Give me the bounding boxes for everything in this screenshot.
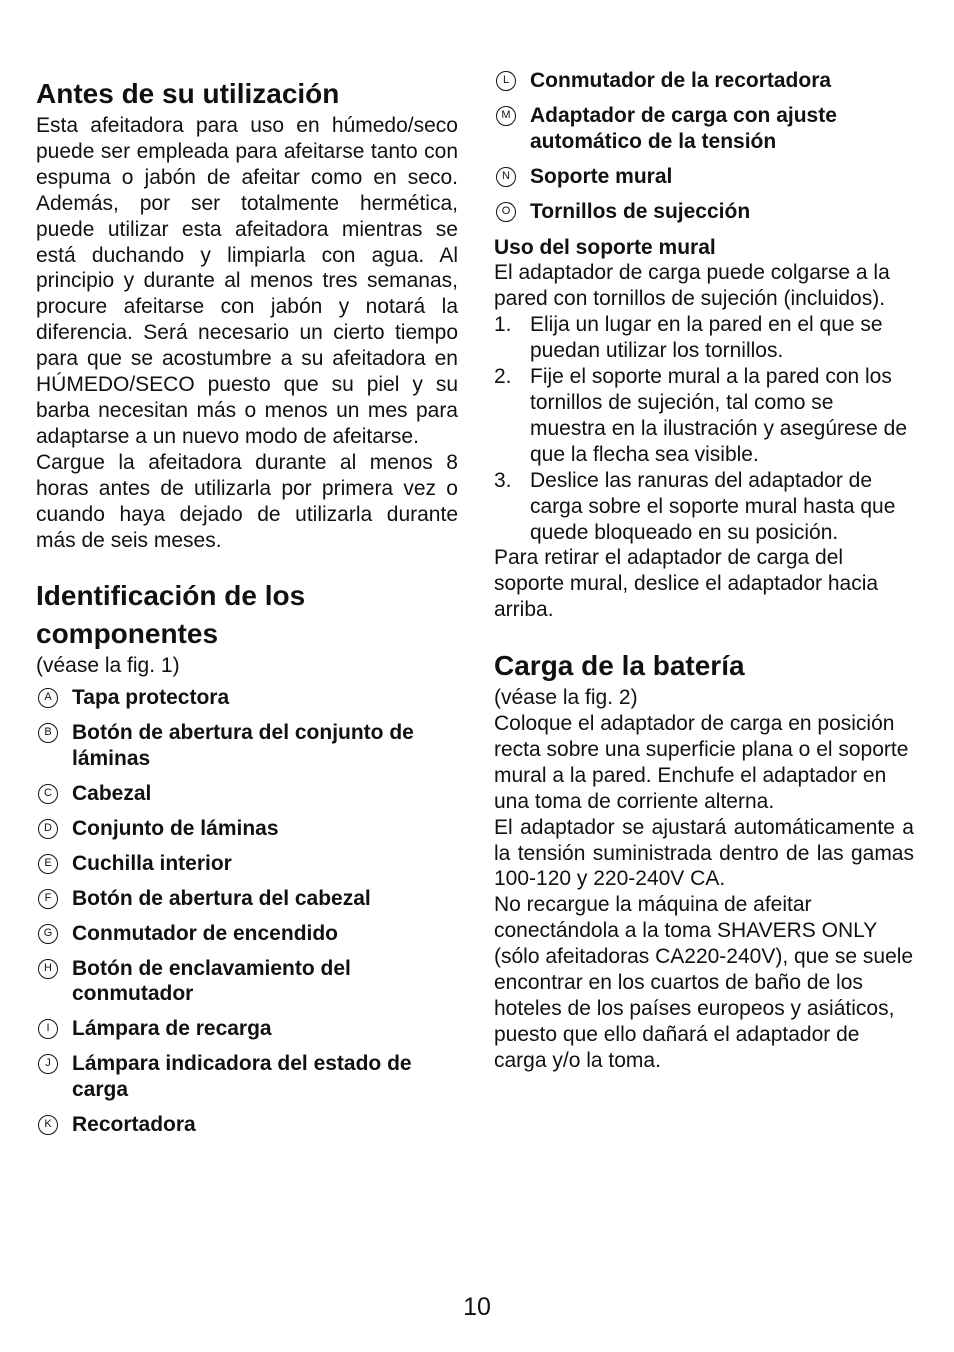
paragraph-intro: Esta afeitadora para uso en húmedo/seco puede ser empleada para afeitarse tanto con espuma o jabón de afeitar como en seco. Además, por ser totalmente hermética, puede utilizar esta afeitadora mientras se está duchando y limpiarla con agua. Al principio y durante al menos tres semanas, procure afeitarse con jabón y notará la diferencia. Será necesario un cierto tiempo para que se acostumbre a su afeitadora en HÚMEDO/SECO puesto que su piel y su barba necesitan más o menos un mes para adaptarse a un nuevo modo de afeitarse.	[36, 114, 458, 448]
circled-letter-icon: D	[38, 819, 58, 839]
section-title-components: Identificación de los componentes	[36, 580, 306, 650]
circled-letter-icon: J	[38, 1054, 58, 1074]
circled-letter-icon: E	[38, 854, 58, 874]
component-label: Recortadora	[72, 1113, 196, 1137]
page-number: 10	[463, 1293, 491, 1321]
component-label: Cabezal	[72, 782, 152, 806]
circled-letter-icon: K	[38, 1115, 58, 1135]
list-item	[494, 312, 914, 364]
step-number: 2.	[494, 365, 512, 389]
list-item	[36, 886, 458, 912]
circled-letter-icon: I	[38, 1019, 58, 1039]
list-item	[494, 103, 914, 155]
components-list	[36, 685, 458, 1138]
circled-letter-icon: N	[496, 167, 516, 187]
component-label: Tapa protectora	[72, 686, 230, 710]
list-item	[36, 781, 458, 807]
step-text: Elija un lugar en la pared en el que se puedan utilizar los tornillos.	[530, 313, 883, 363]
list-item	[36, 1112, 458, 1138]
step-number: 1.	[494, 313, 512, 337]
section-title-battery: Carga de la batería	[494, 650, 745, 682]
component-label: Lámpara de recarga	[72, 1017, 272, 1041]
left-column	[36, 0, 458, 1138]
list-item	[36, 1016, 458, 1042]
circled-letter-icon: M	[496, 106, 516, 126]
component-label: Lámpara indicadora del estado de carga	[72, 1052, 412, 1102]
component-label: Tornillos de sujección	[530, 199, 751, 223]
circled-letter-icon: L	[496, 71, 516, 91]
figure-reference: (véase la fig. 2)	[494, 686, 638, 710]
component-label: Cuchilla interior	[72, 851, 232, 875]
circled-letter-icon: B	[38, 723, 58, 743]
wall-mount-heading: Uso del soporte mural	[494, 235, 716, 259]
circled-letter-icon: F	[38, 889, 58, 909]
list-item	[36, 816, 458, 842]
paragraph-voltage: El adaptador se ajustará automáticamente a la tensión suministrada dentro de las gamas 100-120 y 220-240V CA.	[494, 815, 914, 891]
list-item	[36, 956, 458, 1008]
list-item	[36, 1051, 458, 1103]
wall-mount-intro: El adaptador de carga puede colgarse a la pared con tornillos de sujeción (incluidos).	[494, 261, 890, 311]
component-label: Adaptador de carga con ajuste automático de la tensión	[530, 103, 837, 153]
wall-mount-removal: Para retirar el adaptador de carga del soporte mural, deslice el adaptador hacia arriba.	[494, 546, 879, 622]
component-label: Conmutador de la recortadora	[530, 69, 832, 92]
list-item	[36, 685, 458, 711]
list-item	[494, 364, 914, 468]
paragraph-charge-first: Cargue la afeitadora durante al menos 8 horas antes de utilizarla por primera vez o cuando haya dejado de utilizarla durante más de seis meses.	[36, 450, 458, 552]
circled-letter-icon: C	[38, 784, 58, 804]
component-label: Soporte mural	[530, 164, 673, 188]
circled-letter-icon: G	[38, 924, 58, 944]
component-label: Botón de abertura del cabezal	[72, 886, 371, 910]
list-item	[36, 851, 458, 877]
component-label: Botón de enclavamiento del conmutador	[72, 956, 351, 1006]
circled-letter-icon: A	[38, 688, 58, 708]
component-label: Botón de abertura del conjunto de láminas	[72, 721, 414, 771]
component-label: Conmutador de encendido	[72, 921, 339, 945]
component-label: Conjunto de láminas	[72, 816, 279, 840]
list-item	[36, 921, 458, 947]
wall-mount-steps	[494, 312, 914, 545]
section-title-before-use: Antes de su utilización	[36, 78, 340, 109]
right-column	[494, 0, 914, 1074]
step-number: 3.	[494, 468, 512, 492]
step-text: Fije el soporte mural a la pared con los tornillos de sujeción, tal como se muestra en la ilustración y asegúrese de que la flecha sea visible.	[530, 365, 908, 466]
list-item	[494, 468, 914, 546]
circled-letter-icon: O	[496, 202, 516, 222]
step-text: Deslice las ranuras del adaptador de carga sobre el soporte mural hasta que quede bloqueado en su posición.	[530, 468, 896, 544]
list-item	[494, 164, 914, 190]
circled-letter-icon: H	[38, 959, 58, 979]
figure-reference: (véase la fig. 1)	[36, 654, 180, 678]
list-item	[36, 720, 458, 772]
components-list-continued	[494, 68, 914, 225]
paragraph-charging-position: Coloque el adaptador de carga en posición recta sobre una superficie plana o el soporte mural a la pared. Enchufe el adaptador en una toma de corriente alterna.	[494, 712, 909, 813]
paragraph-warning: No recargue la máquina de afeitar conectándola a la toma SHAVERS ONLY (sólo afeitadoras CA220-240V), que se suele encontrar en los cuartos de baño de los hoteles de los países europeos y asiáticos, puesto que ello dañará el adaptador de carga y/o la toma.	[494, 893, 914, 1072]
list-item	[494, 199, 914, 225]
list-item	[494, 68, 914, 94]
